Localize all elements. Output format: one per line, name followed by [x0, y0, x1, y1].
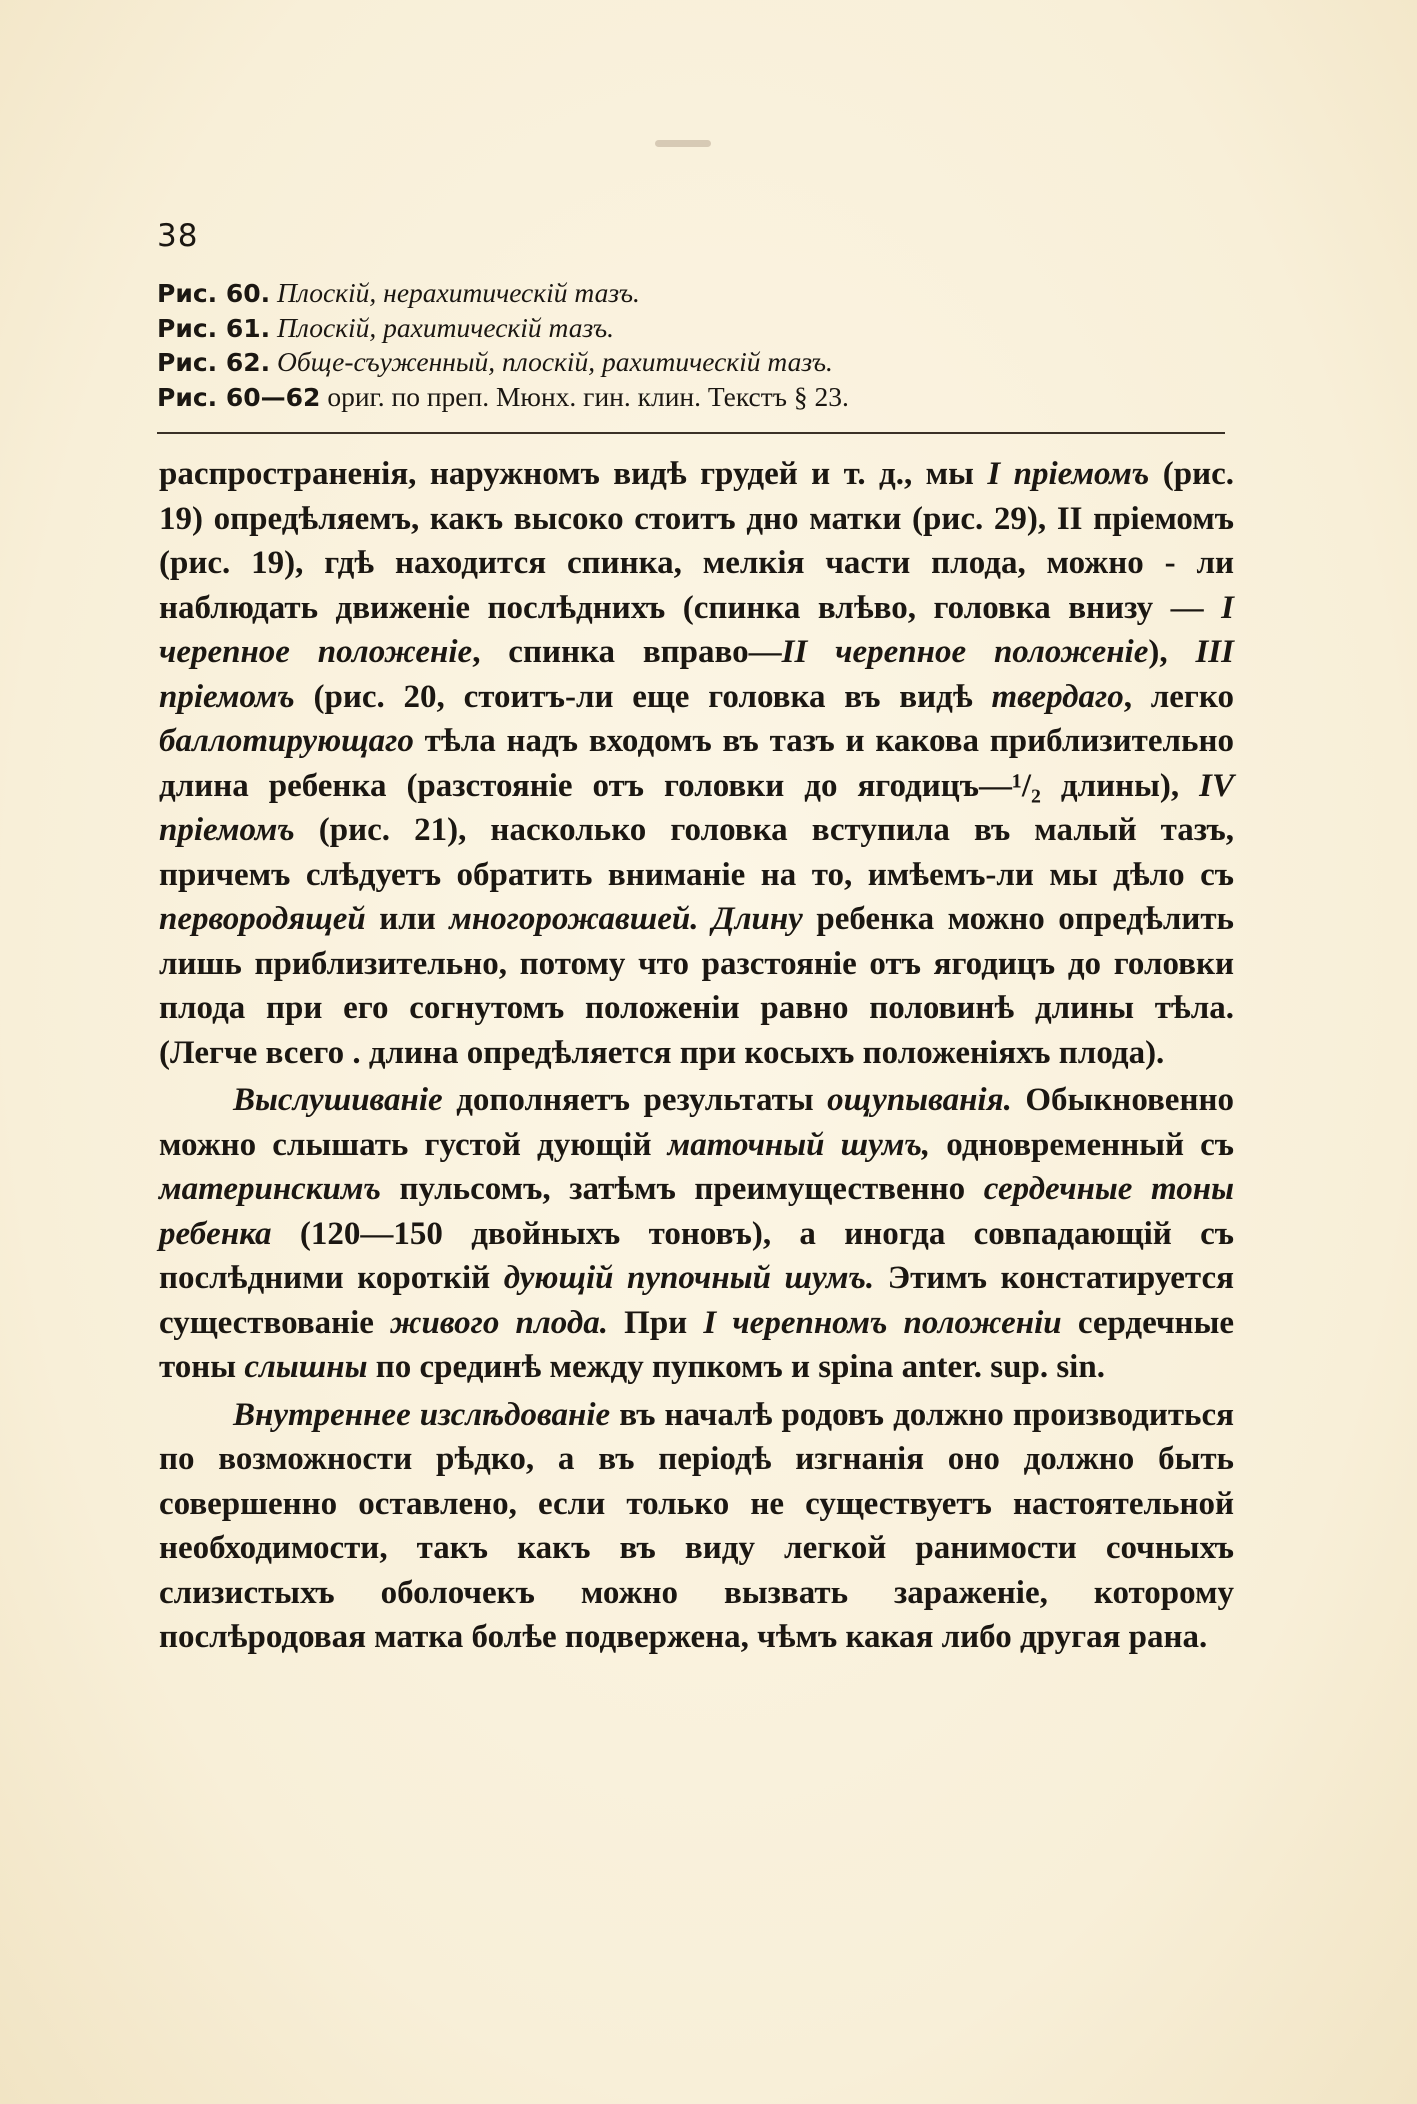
- emphasis: живого плода.: [390, 1304, 608, 1341]
- text-run: тѣла надъ входомъ въ тазъ и какова приблизительно длина ребенка (разстояніе отъ головки до ягодицъ—¹/₂ длины),: [159, 723, 1234, 804]
- figure-caption: [157, 380, 1247, 415]
- emphasis: IV пріемомъ: [159, 767, 1234, 848]
- emphasis: первородящей: [159, 901, 366, 937]
- paragraph-auscultation: [159, 1078, 1234, 1390]
- emphasis: I черепномъ положеніи: [703, 1304, 1062, 1341]
- text-run: въ началѣ родовъ должно производиться по возможности рѣдко, а въ періодѣ изгнанія оно должно быть совершенно оставлено, если только не существуетъ настоятельной необходимости, такъ какъ въ виду легкой ранимости сочныхъ слизистыхъ оболочекъ можно вызвать зараженіе, которому послѣродовая матка болѣе подвержена, чѣмъ какая либо другая рана.: [159, 1396, 1235, 1655]
- emphasis: сердечные тоны ребенка: [159, 1171, 1234, 1252]
- text-run: сердечные тоны: [159, 1304, 1234, 1385]
- text-run: или: [365, 901, 450, 937]
- figure-caption: [157, 311, 1247, 346]
- emphasis: Выслушиваніе: [233, 1082, 443, 1118]
- text-run: по срединѣ между пупкомъ и spina anter. sup. sin.: [367, 1349, 1105, 1385]
- figure-caption: [157, 276, 1247, 311]
- emphasis: материнскимъ: [159, 1171, 381, 1207]
- caption-text: Плоскій, нерахитическій тазъ.: [277, 277, 640, 308]
- caption-number: Рис. 60.: [157, 279, 271, 308]
- emphasis: баллотирующаго: [159, 723, 414, 759]
- paragraph-internal-exam: [159, 1393, 1234, 1660]
- figure-captions: [157, 276, 1247, 414]
- emphasis: маточный шумъ,: [667, 1126, 931, 1163]
- caption-source-text: ориг. по преп. Мюнх. гин. клин. Текстъ § 23.: [327, 380, 849, 412]
- caption-divider: [157, 432, 1225, 434]
- text-run: распространенія, наружномъ видѣ грудей и т. д., мы: [159, 456, 988, 492]
- caption-number: Рис. 62.: [157, 348, 271, 377]
- emphasis: Внутреннее изслѣдованіе: [233, 1396, 611, 1433]
- text-run: (120—150 двойныхъ тоновъ), а иногда совпадающій съ послѣдними короткій: [159, 1215, 1234, 1296]
- text-run: , спинка вправо—: [472, 634, 782, 670]
- text-run: , легко: [1123, 678, 1234, 715]
- emphasis: твердаго: [991, 678, 1124, 715]
- ink-smudge: [655, 140, 711, 147]
- text-run: пульсомъ, затѣмъ преимущественно: [380, 1171, 984, 1207]
- text-run: дополняетъ результаты: [442, 1082, 828, 1118]
- page-number: 38: [157, 218, 199, 254]
- text-run: одновременный съ: [930, 1126, 1234, 1163]
- text-run: ребенка можно опредѣлить лишь приблизительно, потому что разстояніе отъ ягодицъ до головки плода при его согнутомъ положеніи равно половинѣ длины тѣла. (Легче всего . длина опредѣляется при косыхъ положеніяхъ плода).: [159, 901, 1235, 1071]
- text-run: Этимъ констатируется существованіе: [159, 1260, 1234, 1341]
- paragraph-palpation: [159, 452, 1234, 1075]
- emphasis: I черепное положеніе: [159, 589, 1234, 670]
- emphasis: дующій пупочный шумъ.: [503, 1260, 875, 1296]
- text-run: При: [607, 1304, 704, 1341]
- main-text: [159, 452, 1234, 1660]
- emphasis: многорожавшей. Длину: [449, 901, 803, 937]
- caption-number: Рис. 60—62: [157, 382, 321, 412]
- emphasis: III пріемомъ: [159, 634, 1234, 715]
- text-run: ),: [1148, 634, 1196, 670]
- emphasis: I пріемомъ: [987, 456, 1150, 492]
- text-run: (рис. 19) опредѣляемъ, какъ высоко стоитъ дно матки (рис. 29), II пріемомъ (рис. 19), гдѣ находится спинка, мелкія части плода, можно - ли наблюдать движеніе послѣднихъ (спинка влѣво, головка внизу —: [159, 456, 1234, 626]
- text-run: Обыкновенно можно слышать густой дующій: [159, 1082, 1234, 1163]
- emphasis: II черепное положеніе: [781, 634, 1149, 670]
- emphasis: ощупыванія.: [827, 1082, 1012, 1118]
- emphasis: слышны: [244, 1349, 368, 1385]
- text-run: (рис. 20, стоитъ-ли еще головка въ видѣ: [294, 678, 992, 715]
- caption-text: Обще-съуженный, плоскій, рахитическій тазъ.: [277, 346, 833, 377]
- text-run: (рис. 21), насколько головка вступила въ малый тазъ, причемъ слѣдуетъ обратить вниманіе на то, имѣемъ-ли мы дѣло съ: [159, 812, 1234, 893]
- caption-text: Плоскій, рахитическій тазъ.: [277, 311, 615, 343]
- figure-caption: [157, 345, 1247, 380]
- caption-number: Рис. 61.: [157, 313, 271, 343]
